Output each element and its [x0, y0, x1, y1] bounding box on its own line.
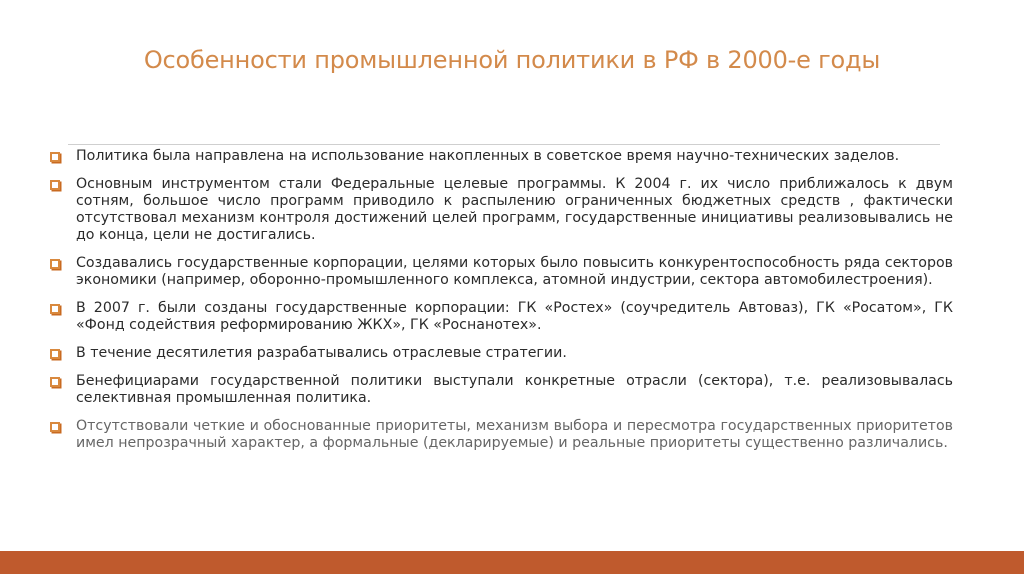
- footer-bar: [0, 551, 1024, 574]
- square-bullet-icon: [50, 349, 60, 359]
- list-item: [50, 373, 953, 407]
- list-item: [50, 345, 953, 362]
- title-divider: [68, 144, 940, 145]
- bullet-text: Политика была направлена на использование накопленных в советское время научно-технических заделов.: [76, 148, 900, 164]
- list-item: [50, 418, 953, 452]
- slide-title: Особенности промышленной политики в РФ в 2000-е годы: [143, 46, 881, 74]
- bullet-text: Отсутствовали четкие и обоснованные приоритеты, механизм выбора и пересмотра государственных приоритетов имел непрозрачный характер, а формальные (декларируемые) и реальные приоритеты существенно различались.: [76, 418, 953, 451]
- square-bullet-icon: [50, 180, 60, 190]
- bullet-text: В 2007 г. были созданы государственные корпорации: ГК «Ростех» (соучредитель Автоваз), ГК «Росатом», ГК «Фонд содействия реформированию ЖКХ», ГК «Роснанотех».: [76, 300, 953, 333]
- list-item: [50, 300, 953, 334]
- list-item: [50, 148, 953, 165]
- bullet-text: В течение десятилетия разрабатывались отраслевые стратегии.: [76, 345, 567, 361]
- bullet-text: Основным инструментом стали Федеральные целевые программы. К 2004 г. их число приближалось к двум сотням, большое число программ приводило к распылению ограниченных бюджетных средств , фактически отсутствовал механизм контроля достижений целей программ, государственные инициативы реализовывались не до конца, цели не достигались.: [76, 176, 953, 243]
- square-bullet-icon: [50, 304, 60, 314]
- square-bullet-icon: [50, 259, 60, 269]
- bullet-text: Создавались государственные корпорации, целями которых было повысить конкурентоспособность ряда секторов экономики (например, оборонно-промышленного комплекса, атомной индустрии, сектора автомобилестроения).: [76, 255, 953, 288]
- square-bullet-icon: [50, 152, 60, 162]
- bullet-text: Бенефициарами государственной политики выступали конкретные отрасли (сектора), т.е. реализовывалась селективная промышленная политика.: [76, 373, 953, 406]
- square-bullet-icon: [50, 422, 60, 432]
- square-bullet-icon: [50, 377, 60, 387]
- list-item: [50, 176, 953, 244]
- bullet-list: [50, 148, 953, 463]
- list-item: [50, 255, 953, 289]
